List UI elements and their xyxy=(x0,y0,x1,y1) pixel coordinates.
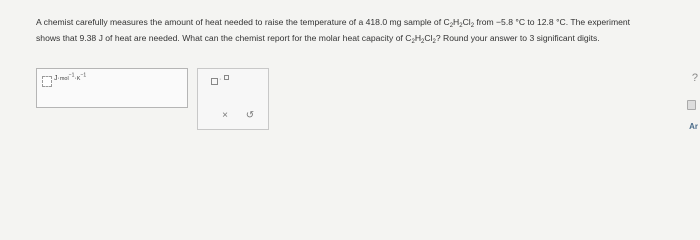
question-text xyxy=(36,14,676,46)
formula-element: H xyxy=(414,33,422,43)
formula-element: Cl xyxy=(424,33,433,43)
question-line-1 xyxy=(36,14,676,30)
unit-mol-exponent: −1 xyxy=(68,72,75,79)
help-button[interactable]: ? xyxy=(691,72,698,84)
sci-exponent-icon xyxy=(224,75,229,80)
formula-subscript: 2 xyxy=(470,23,475,29)
tool-panel xyxy=(197,68,269,130)
formula-subscript: 2 xyxy=(411,39,415,45)
clear-button[interactable]: × xyxy=(222,110,228,121)
formula-subscript: 2 xyxy=(459,23,463,29)
answer-box xyxy=(36,68,188,108)
formula-element: H xyxy=(453,17,460,27)
unit-joule: J· xyxy=(54,75,60,82)
sci-mantissa-icon xyxy=(211,78,218,85)
periodic-table-button[interactable]: Ar xyxy=(689,122,698,131)
scientific-notation-button[interactable] xyxy=(211,75,229,87)
sci-times-icon: · xyxy=(219,76,222,83)
unit-kelvin-exponent: −1 xyxy=(80,72,87,79)
question-line-2-text-end: ? Round your answer to 3 significant digits. xyxy=(435,33,600,43)
unit-kelvin: K xyxy=(76,76,81,82)
unit-dot: · xyxy=(74,75,77,82)
question-line-2-text: shows that 9.38 J of heat are needed. What can the chemist report for the molar heat capacity of C xyxy=(36,33,412,43)
question-line-2 xyxy=(36,30,676,46)
formula-subscript: 2 xyxy=(449,23,454,29)
formula-element: Cl xyxy=(462,17,471,27)
question-line-1-text-end: from −5.8 °C to 12.8 °C. The experiment xyxy=(474,17,631,27)
answer-input[interactable] xyxy=(42,76,52,87)
formula-subscript: 2 xyxy=(432,39,436,45)
formula-subscript: 2 xyxy=(421,39,425,45)
question-line-1-text: A chemist carefully measures the amount of heat needed to raise the temperature of a 418.0 mg sample of C xyxy=(36,17,450,27)
calculator-icon[interactable] xyxy=(687,100,696,110)
answer-unit xyxy=(54,72,87,82)
undo-button[interactable]: ↺ xyxy=(245,110,255,121)
unit-mol: mol xyxy=(59,76,69,82)
